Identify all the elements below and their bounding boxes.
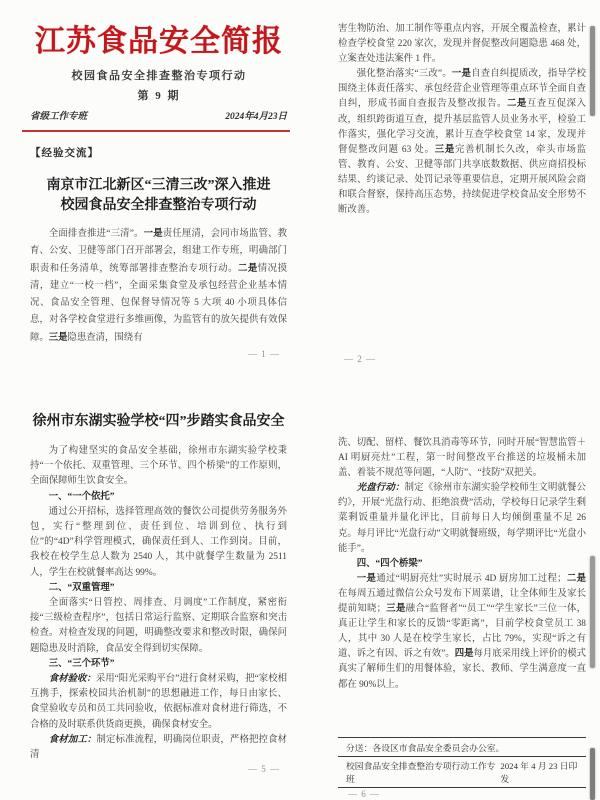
issuer-line xyxy=(338,757,586,788)
page-number-2: — 2 — xyxy=(344,354,376,364)
page-number-1: — 1 — xyxy=(248,349,280,359)
masthead-title: 江苏食品安全简报 xyxy=(35,25,283,58)
masthead-subtitle: 校园食品安全排查整治专项行动 xyxy=(71,70,247,82)
article1-body-page1 xyxy=(30,226,287,347)
scan-shadow-top xyxy=(590,26,595,116)
article2-paragraph-dual-management: 全面落实“日管控、周排查、月调度”工作制度，紧密衔接“三级检查程序”，包括日常运行监察、定期联合监察和突击检查。对检查发现的问题，明确整改要求和整改时限，确保问题隐患及时消除，食品安全得到切实保障。 xyxy=(30,598,287,654)
article1-body-page2 xyxy=(338,22,586,218)
masthead-meta-row xyxy=(30,108,287,122)
article2-paragraph-processing: 食材加工：制定标准流程，明确岗位职责，严格把控食材清 xyxy=(30,734,287,760)
article2-body-page5 xyxy=(30,444,287,760)
section-tag: 【经验交流】 xyxy=(30,148,99,159)
article1-paragraph-1: 全面排查推进“三清”。一是责任厘清，会同市场监管、教育、公安、卫健等部门召开部署会，组建工作专班，明确部门职责和任务清单，统筹部署排查整治专项行动。二是情况摸清，建立“一校一档”，全面采集食堂及承包经营企业基本情况、食品安全管理、包保督导情况等 5 大项 40 小项具体信息，对各学校食堂进行多维画像，为监管有的放矢提供有效保障。三是隐患查清，围绕有 xyxy=(30,229,287,343)
article2-heading-2: 二、“双重管理” xyxy=(48,582,115,593)
article2-paragraph-inspection: 食材验收：采用“阳光采购平台”进行食材采购，把“家校相互携手，探索校园共治机制”的思想融进工作，每日由家长、食堂验收专员和员工共同验收，依据标准对食材进行筛选，不合格的及时联系供货商更换，确保食材安全。 xyxy=(30,674,287,730)
article2-heading-1: 一、“一个依托” xyxy=(48,491,115,502)
article2-paragraph-clean-plate: 光盘行动：制定《徐州市东湖实验学校师生文明就餐公约》，开展“光盘行动、拒绝浪费”活动，学校每日记录学生剩菜剩饭重量并量化评比，目前每日人均倾倒重量不足 26 克。每月评比“光盘行动”文明就餐班级，每学期评比“光盘小能手”。 xyxy=(338,483,586,554)
article2-paragraph-bridges: 一是通过“明厨亮灶”实时展示 4D 厨房加工过程；二是在每周五通过微信公众号发布下周菜谱，让全体师生及家长提前知晓；三是融合“监督者”“员工”“学生家长”三位一体，真正让学生和家长的反馈“零距离”，目前学校食堂员工 38 人，其中 30 人是在校学生家长，占比 79%，实现“诉之有道、诉之有因、诉之有效”。四是每月底采用线上评价的模式真实了解师生们的用餐体验，家长、教师、学生满意度一直都在 90%以上。 xyxy=(338,573,586,690)
distribution-line: 分送：各设区市食品安全委员会办公室。 xyxy=(346,742,505,753)
print-date: 2024 年 4 月 23 日印发 xyxy=(500,761,578,784)
article2-paragraph-processing-continued: 洗、切配、留样、餐饮具消毒等环节，同时开展“智慧监管＋AI 明厨亮灶”工程，第一时间整改平台推送的垃圾桶未加盖、着装不规范等问题，“人防”、“技防”双把关。 xyxy=(338,438,586,479)
page-number-6: — 6 — xyxy=(348,789,380,799)
article1-title xyxy=(30,176,287,216)
article1-title-line2: 校园食品安全排查整治专项行动 xyxy=(60,198,257,213)
article2-heading-4: 四、“四个桥梁” xyxy=(356,558,423,569)
issue-date: 2024年4月23日 xyxy=(225,112,287,122)
page-number-5: — 5 — xyxy=(248,764,280,774)
article2-intro: 为了构建坚实的食品安全基础，徐州市东湖实验学校秉持“一个依托、双重管理、三个环节、四个桥梁”的工作原则，全面保障师生饮食安全。 xyxy=(30,446,287,487)
issuing-unit: 省级工作专班 xyxy=(30,112,88,122)
article1-paragraph-1-continued: 害生物防治、加工制作等重点内容，开展全覆盖检查，累计检查学校食堂 220 家次，发现并督促整改问题隐患 468 处，立案查处违法案件 1 件。 xyxy=(338,24,586,65)
article2-heading-3: 三、“三个环节” xyxy=(48,658,115,669)
article1-paragraph-2: 强化整治落实“三改”。一是自查自纠提质改，指导学校围绕主体责任落实、承包经营企业管理等重点环节全面自查自纠，形成书面自查报告及整改报告。二是互查互促深入改，组织跨街道互查，提升基层监管人员业务水平，检验工作落实，强化学习交流，累计互查学校食堂 14 家，发现并督促整改问题 63 处。三是完善机制长久改，牵头市场监管、教育、公安、卫健等部门共享底数数据、供应商招投标结果、约谈记录、处罚记录等重要信息，定期开展风险会商和联合督察，保持高压态势，持续促进学校食品安全形势不断改善。 xyxy=(338,69,586,216)
scan-shadow-middle xyxy=(590,556,595,668)
article2-title: 徐州市东湖实验学校“四”步踏实食品安全 xyxy=(32,414,285,429)
article1-title-line1: 南京市江北新区“三清三改”深入推进 xyxy=(46,178,271,193)
scan-shadow-bottom xyxy=(590,748,595,800)
issuer-name: 校园食品安全排查整治专项行动工作专班 xyxy=(346,761,496,784)
document-footer xyxy=(338,737,586,799)
article2-body-page6 xyxy=(338,436,586,693)
masthead-rule xyxy=(22,130,290,132)
article2-paragraph-reliance: 通过公开招标，选择管理高效的餐饮公司提供劳务服务外包，实行“整理到位、责任到位、培训到位、执行到位”的“4D”科学管理模式，确保责任到人、工作到岗。目前，我校在校学生总人数为 2540 人，其中就餐学生数量为 2511 人，学生在校就餐率高达 99%。 xyxy=(30,506,287,578)
issue-number: 第 9 期 xyxy=(137,90,181,102)
